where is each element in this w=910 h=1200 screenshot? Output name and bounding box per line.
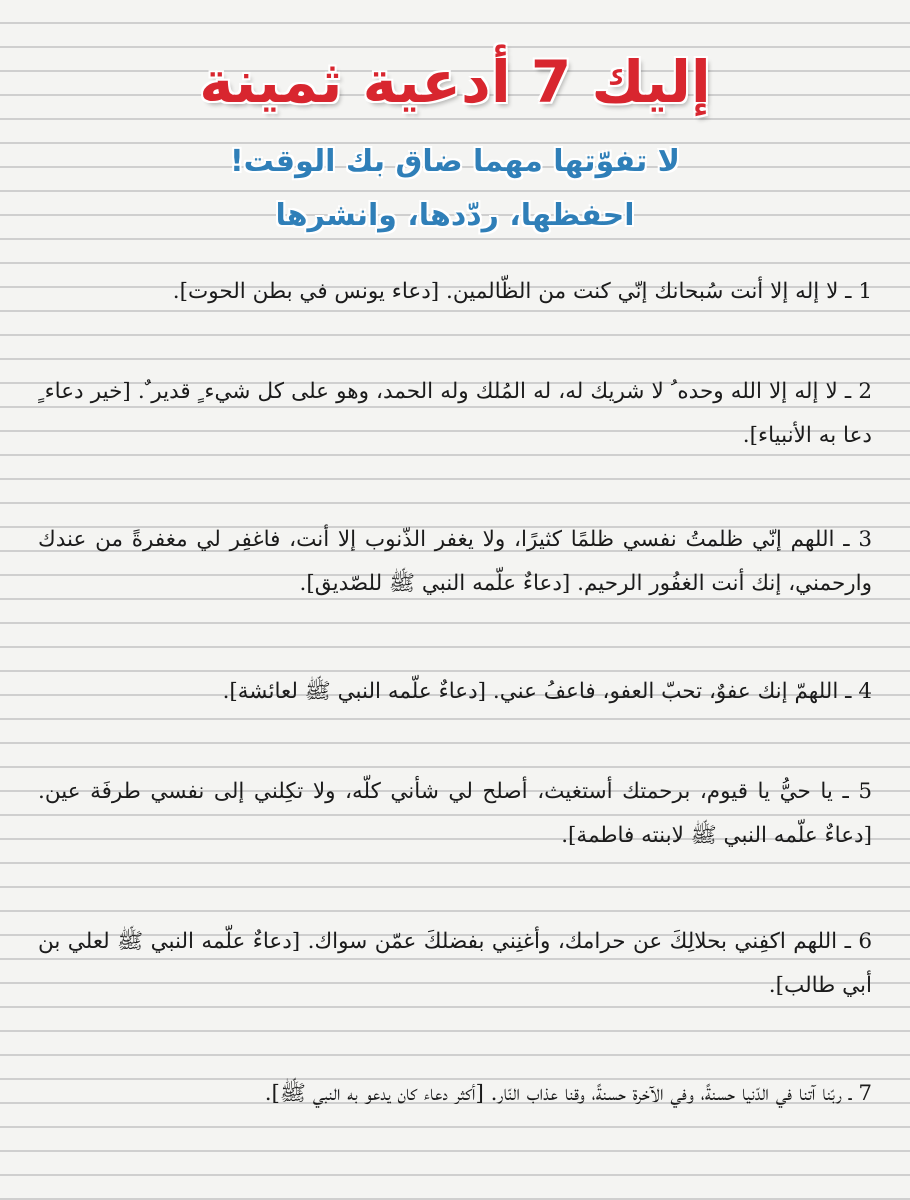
dua-item-6: 6 ـ اللهم اكفِني بحلالِكَ عن حرامك، وأغنِني بفضلكَ عمّن سواك. [دعاءٌ علّمه النبي ﷺ لعلي بن أبي طالب]. [38, 929, 872, 998]
dua-item-5: 5 ـ يا حيُّ يا قيوم، برحمتك أستغيث، أصلح لي شأني كلّه، ولا تكِلني إلى نفسي طرفَة عين. [دعاءٌ علّمه النبي ﷺ لابنته فاطمة]. [38, 779, 872, 848]
dua-item-1: 1 ـ لا إله إلا أنت سُبحانك إنّي كنت من الظّالمين. [دعاء يونس في بطن الحوت]. [172, 279, 872, 304]
subtitle-reminder: لا تفوّتها مهما ضاق بك الوقت! [229, 144, 681, 179]
subtitle-call-to-action: احفظها، ردّدها، وانشرها [275, 198, 635, 233]
dua-item-2: 2 ـ لا إله إلا الله وحده ُ لا شريك له، له المُلك وله الحمد، وهو على كل شيء ٍ قدير ٌ. [خير دعاء ٍ دعا به الأنبياء]. [38, 379, 872, 448]
dua-item-7: 7 ـ ربّنا آتنا في الدّنيا حسنةً، وفي الآخرة حسنةً، وقنا عذاب النّار. [أكثر دعاء كان يدعو به النبي ﷺ]. [264, 1081, 872, 1106]
dua-item-4: 4 ـ اللهمّ إنك عفوٌ، تحبّ العفو، فاعفُ عني. [دعاءٌ علّمه النبي ﷺ لعائشة]. [222, 679, 872, 704]
page-title: إليك 7 أدعية ثمينة [199, 48, 711, 116]
dua-item-3: 3 ـ اللهم إنّي ظلمتُ نفسي ظلمًا كثيرًا، ولا يغفر الذّنوب إلا أنت، فاغفِر لي مغفرةً من عندك وارحمني، إنك أنت الغفُور الرحيم. [دعاءٌ علّمه النبي ﷺ للصّديق]. [38, 527, 872, 596]
